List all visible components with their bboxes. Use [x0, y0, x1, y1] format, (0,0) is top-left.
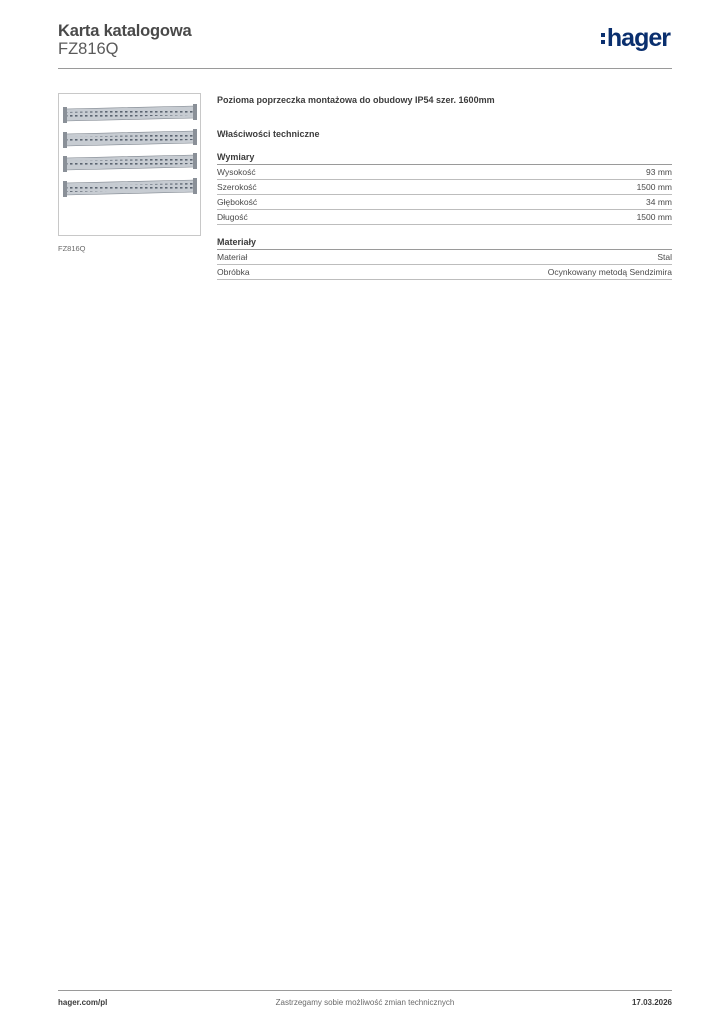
row-label: Materiał: [217, 252, 248, 262]
table-row: [217, 250, 672, 265]
row-label: Obróbka: [217, 267, 250, 277]
footer-divider: [58, 990, 672, 991]
row-value: 1500 mm: [636, 212, 672, 222]
row-value: 1500 mm: [636, 182, 672, 192]
logo-dots-icon: [601, 33, 605, 44]
dimensions-section: [217, 152, 672, 225]
row-value: 93 mm: [646, 167, 672, 177]
mounting-rails-icon: [59, 94, 200, 235]
product-code: FZ816Q: [58, 40, 119, 58]
disclaimer: Zastrzegamy sobie możliwość zmian technicznych: [275, 998, 455, 1007]
document-title: Karta katalogowa: [58, 22, 192, 40]
table-row: [217, 195, 672, 210]
document-date: 17.03.2026: [631, 998, 672, 1007]
image-caption: FZ816Q: [58, 244, 86, 253]
section-title: Materiały: [217, 237, 672, 250]
materials-section: [217, 237, 672, 280]
header-divider: [58, 68, 672, 69]
row-value: Stal: [657, 252, 672, 262]
row-label: Szerokość: [217, 182, 257, 192]
website-link[interactable]: hager.com/pl: [58, 998, 108, 1007]
row-label: Głębokość: [217, 197, 258, 207]
hager-logo: [601, 26, 670, 50]
document-header: [58, 20, 672, 68]
product-image: [58, 93, 201, 236]
product-details: [217, 95, 672, 280]
logo-text: hager: [606, 24, 670, 52]
table-row: [217, 165, 672, 180]
row-value: 34 mm: [646, 197, 672, 207]
section-title: Wymiary: [217, 152, 672, 165]
product-description: Pozioma poprzeczka montażowa do obudowy IP54 szer. 1600mm: [217, 95, 495, 105]
row-label: Wysokość: [217, 167, 256, 177]
row-label: Długość: [217, 212, 248, 222]
table-row: [217, 210, 672, 225]
table-row: [217, 180, 672, 195]
technical-properties-title: Właściwości techniczne: [217, 129, 320, 139]
table-row: [217, 265, 672, 280]
row-value: Ocynkowany metodą Sendzimira: [547, 267, 672, 277]
